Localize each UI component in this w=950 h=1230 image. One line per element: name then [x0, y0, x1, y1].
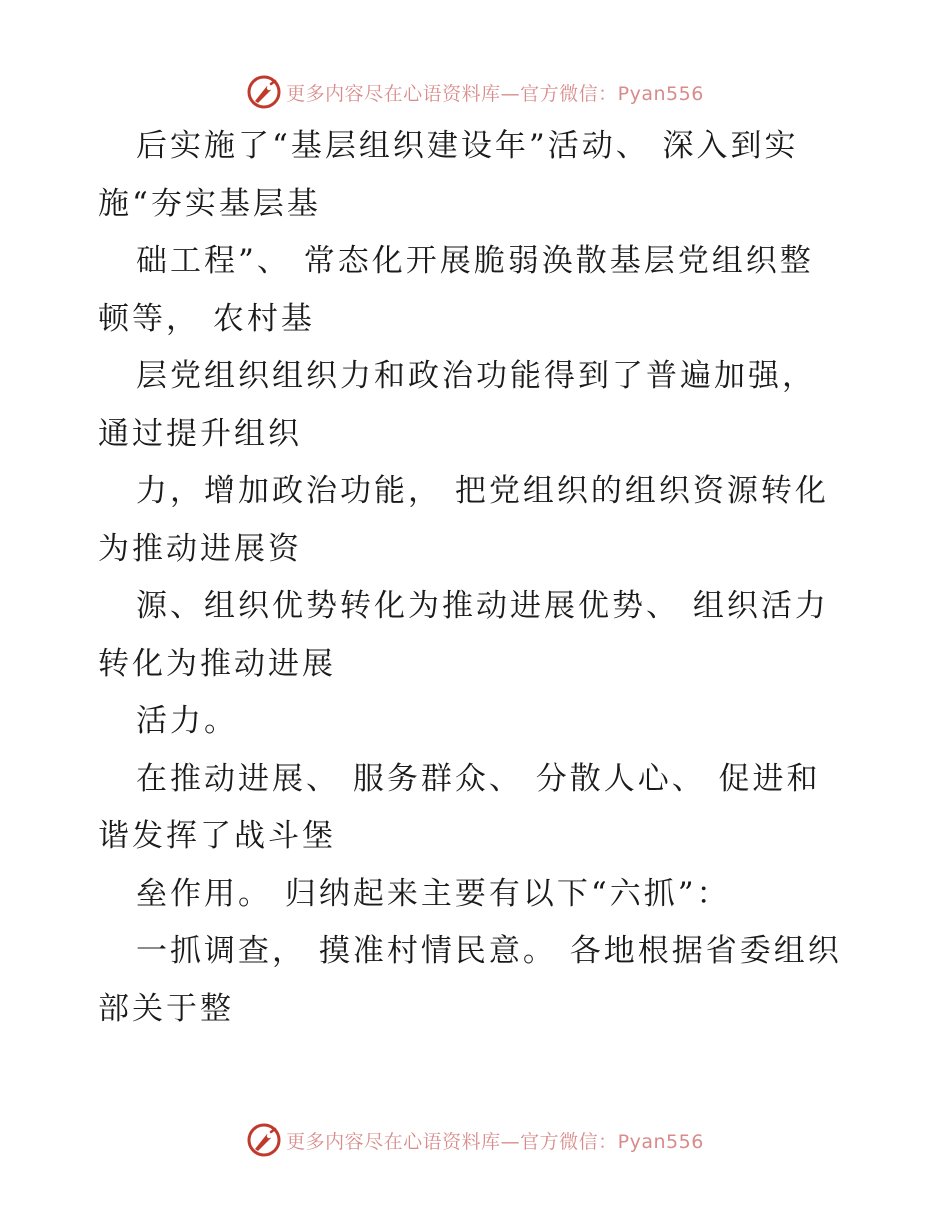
- body-line: 转化为推动进展: [98, 645, 336, 682]
- body-line: 部关于整: [98, 990, 234, 1027]
- footer-banner-text: 更多内容尽在心语资料库—官方微信：Pyan556: [286, 1130, 704, 1153]
- header-banner-text: 更多内容尽在心语资料库—官方微信：Pyan556: [286, 82, 704, 105]
- body-line: 源、组织优势转化为推动进展优势、 组织活力: [136, 588, 829, 624]
- header-banner: [0, 72, 950, 112]
- body-line: 在推动进展、 服务群众、 分散人心、 促进和: [136, 760, 821, 797]
- body-line: 顿等， 农村基: [98, 300, 315, 337]
- body-line: 础工程”、 常态化开展脆弱涣散基层党组织整: [136, 243, 814, 279]
- body-line: 谐发挥了战斗堡: [98, 818, 336, 854]
- body-line: 垒作用。 归纳起来主要有以下“六抓”：: [136, 875, 731, 912]
- body-line: 为推动进展资: [98, 530, 302, 567]
- document-body: [98, 118, 858, 1038]
- body-line: 活力。: [136, 703, 238, 739]
- body-line: 施“夯实基层基: [98, 185, 321, 222]
- body-line: 后实施了“基层组织建设年”活动、 深入到实: [136, 128, 799, 164]
- body-line: 一抓调查， 摸准村情民意。 各地根据省委组织: [136, 933, 842, 969]
- pen-nib-logo-icon: [246, 74, 282, 110]
- body-line: 力，增加政治功能， 把党组织的组织资源转化: [136, 473, 829, 509]
- footer-banner: [0, 1120, 950, 1160]
- pen-nib-logo-icon: [246, 1122, 282, 1158]
- body-line: 层党组织组织力和政治功能得到了普遍加强，: [136, 358, 816, 394]
- body-line: 通过提升组织: [98, 415, 302, 452]
